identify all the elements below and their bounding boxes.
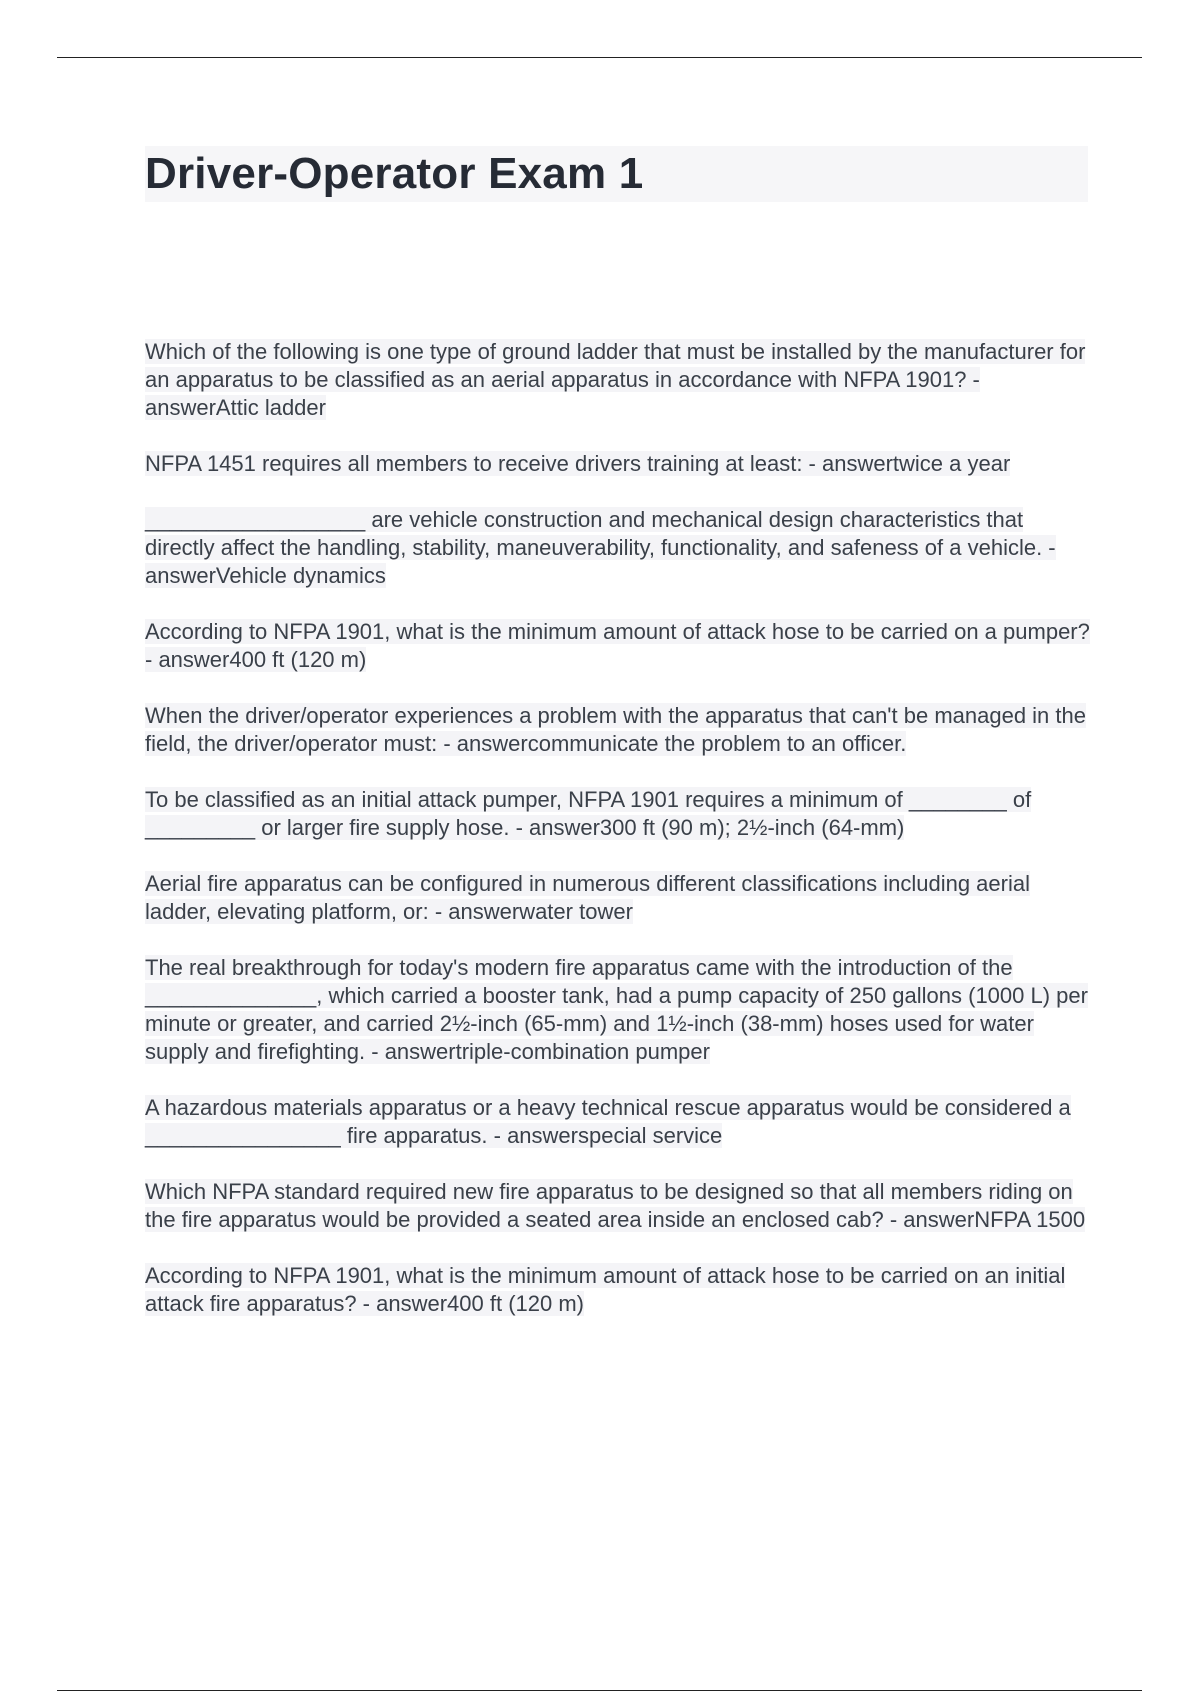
question-item	[145, 954, 1093, 1066]
question-text: Which NFPA standard required new fire apparatus to be designed so that all members riding on the fire apparatus would be provided a seated area inside an enclosed cab? - answerNFPA 1500	[145, 1179, 1086, 1232]
question-item	[145, 786, 1093, 842]
question-item	[145, 506, 1093, 590]
question-text: A hazardous materials apparatus or a heavy technical rescue apparatus would be considered a ________________ fire apparatus. - answerspecial service	[145, 1095, 1071, 1148]
title-block	[145, 146, 1088, 202]
question-text: Aerial fire apparatus can be configured in numerous different classifications including aerial ladder, elevating platform, or: - answerwater tower	[145, 871, 1030, 924]
question-text: Which of the following is one type of ground ladder that must be installed by the manufacturer for an apparatus to be classified as an aerial apparatus in accordance with NFPA 1901? - answerAttic ladder	[145, 339, 1086, 420]
question-text: __________________ are vehicle construction and mechanical design characteristics that directly affect the handling, stability, maneuverability, functionality, and safeness of a vehicle. - answerVehicle dynamics	[145, 507, 1056, 588]
question-text: According to NFPA 1901, what is the minimum amount of attack hose to be carried on a pumper? - answer400 ft (120 m)	[145, 619, 1090, 672]
top-rule	[57, 57, 1142, 58]
question-item	[145, 1262, 1093, 1318]
question-list	[145, 338, 1093, 1346]
question-item	[145, 1094, 1093, 1150]
question-item	[145, 338, 1093, 422]
question-item	[145, 450, 1093, 478]
question-item	[145, 870, 1093, 926]
bottom-rule	[57, 1690, 1142, 1691]
question-item	[145, 1178, 1093, 1234]
page-title: Driver-Operator Exam 1	[145, 149, 644, 198]
question-text: When the driver/operator experiences a problem with the apparatus that can't be managed in the field, the driver/operator must: - answercommunicate the problem to an officer.	[145, 703, 1086, 756]
question-text: The real breakthrough for today's modern fire apparatus came with the introduction of the ______________, which carried a booster tank, had a pump capacity of 250 gallons (1000 L) per minute or greater, and carried 2½-inch (65-mm) and 1½-inch (38-mm) hoses used for water supply and firefighting. - answertriple-combination pumper	[145, 955, 1088, 1064]
question-text: To be classified as an initial attack pumper, NFPA 1901 requires a minimum of ________ of _________ or larger fire supply hose. - answer300 ft (90 m); 2½-inch (64-mm)	[145, 787, 1032, 840]
question-item	[145, 702, 1093, 758]
question-item	[145, 618, 1093, 674]
question-text: NFPA 1451 requires all members to receive drivers training at least: - answertwice a year	[145, 451, 1011, 476]
question-text: According to NFPA 1901, what is the minimum amount of attack hose to be carried on an initial attack fire apparatus? - answer400 ft (120 m)	[145, 1263, 1066, 1316]
